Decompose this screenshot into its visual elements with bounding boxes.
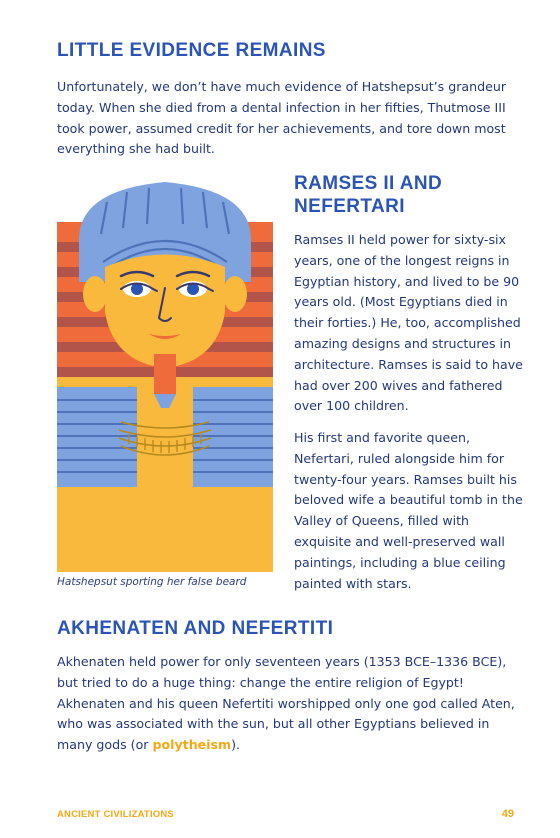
akhenaten-text-after: ).	[231, 737, 241, 753]
section-title-akhenaten: AKHENATEN AND NEFERTITI	[57, 618, 334, 639]
footer-book-title: ANCIENT CIVILIZATIONS	[57, 809, 174, 820]
section-text-ramses-p1: Ramses II held power for sixty-six years, one of the longest reigns in Egyptian history, and lived to be 90 years old. (Most Egyptians died in their forties.) He, too, accomplished amazing designs and structures in architecture. Ramses is said to have had over 200 wives and fathered over 100 children.	[294, 232, 523, 414]
section-title-ramses: RAMSES II AND NEFERTARI	[294, 173, 443, 217]
page-number: 49	[501, 808, 514, 820]
figure-caption: Hatshepsut sporting her false beard	[57, 576, 247, 588]
section-text-akhenaten	[57, 652, 517, 756]
akhenaten-text-before: Akhenaten held power for only seventeen years (1353 BCE–1336 BCE), but tried to do a huge thing: change the entire religion of Egypt! Akhenaten and his queen Nefertiti worshipped only one god called Aten, who was associated with the sun, but all other Egyptians believed in many gods (or	[57, 654, 515, 753]
section-text-little-evidence: Unfortunately, we don’t have much evidence of Hatshepsut’s grandeur today. When she died from a dental infection in her fifties, Thutmose III took power, assumed credit for her achievements, and tore down most everything she had built.	[57, 79, 506, 157]
section-text-ramses-p2: His first and favorite queen, Nefertari, ruled alongside him for twenty-four years. Ramses built his beloved wife a beautiful tomb in the Valley of Queens, filled with exquisite and well-preserved wall paintings, including a blue ceiling painted with stars.	[294, 430, 523, 591]
hatshepsut-illustration	[57, 172, 273, 572]
keyword-polytheism: polytheism	[152, 737, 232, 753]
section-title-little-evidence: LITTLE EVIDENCE REMAINS	[57, 40, 326, 61]
